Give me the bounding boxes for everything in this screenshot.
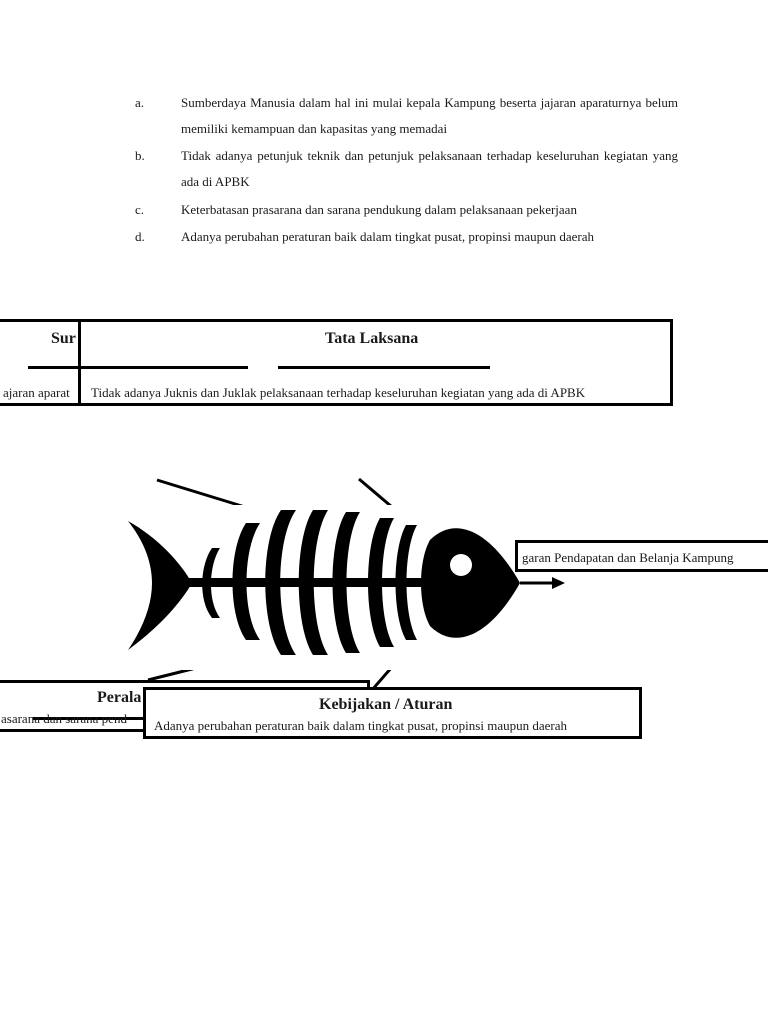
bone-line-top-left	[157, 480, 245, 507]
list-marker: c.	[135, 202, 145, 217]
problem-head-box	[515, 540, 768, 572]
tata-laksana-cell: Tidak adanya Juknis dan Juklak pelaksanaan terhadap keseluruhan kegiatan yang ada di APBK	[91, 385, 586, 400]
tata-laksana-header: Tata Laksana	[325, 330, 419, 347]
list-marker: d.	[135, 229, 145, 244]
arrow-head-icon	[552, 577, 565, 589]
list-text: Adanya perubahan peraturan baik dalam tingkat pusat, propinsi maupun daerah	[181, 229, 594, 244]
bone-line-top-right	[359, 479, 392, 507]
peralatan-header: Perala	[97, 689, 142, 706]
list-text: Keterbatasan prasarana dan sarana pendukung dalam pelaksanaan pekerjaan	[181, 202, 577, 217]
list-text: Sumberdaya Manusia dalam hal ini mulai kepala Kampung beserta jajaran aparaturnya belum memiliki kemampuan dan kapasitas yang memadai	[181, 95, 678, 136]
list-text: Tidak adanya petunjuk teknik dan petunjuk pelaksanaan terhadap keseluruhan kegiatan yang ada di APBK	[181, 148, 678, 189]
sumberdaya-header: Sur	[51, 330, 76, 347]
kebijakan-header: Kebijakan / Aturan	[319, 696, 453, 713]
list-marker: a.	[135, 95, 145, 110]
list-marker: b.	[135, 148, 145, 163]
sumberdaya-cell: ajaran aparat	[3, 385, 70, 400]
kebijakan-box	[143, 687, 642, 739]
kebijakan-cell: Adanya perubahan peraturan baik dalam tingkat pusat, propinsi maupun daerah	[154, 718, 567, 733]
peralatan-cell: asarana dan sarana pend	[1, 711, 127, 726]
problem-head-text: garan Pendapatan dan Belanja Kampung	[522, 550, 734, 565]
